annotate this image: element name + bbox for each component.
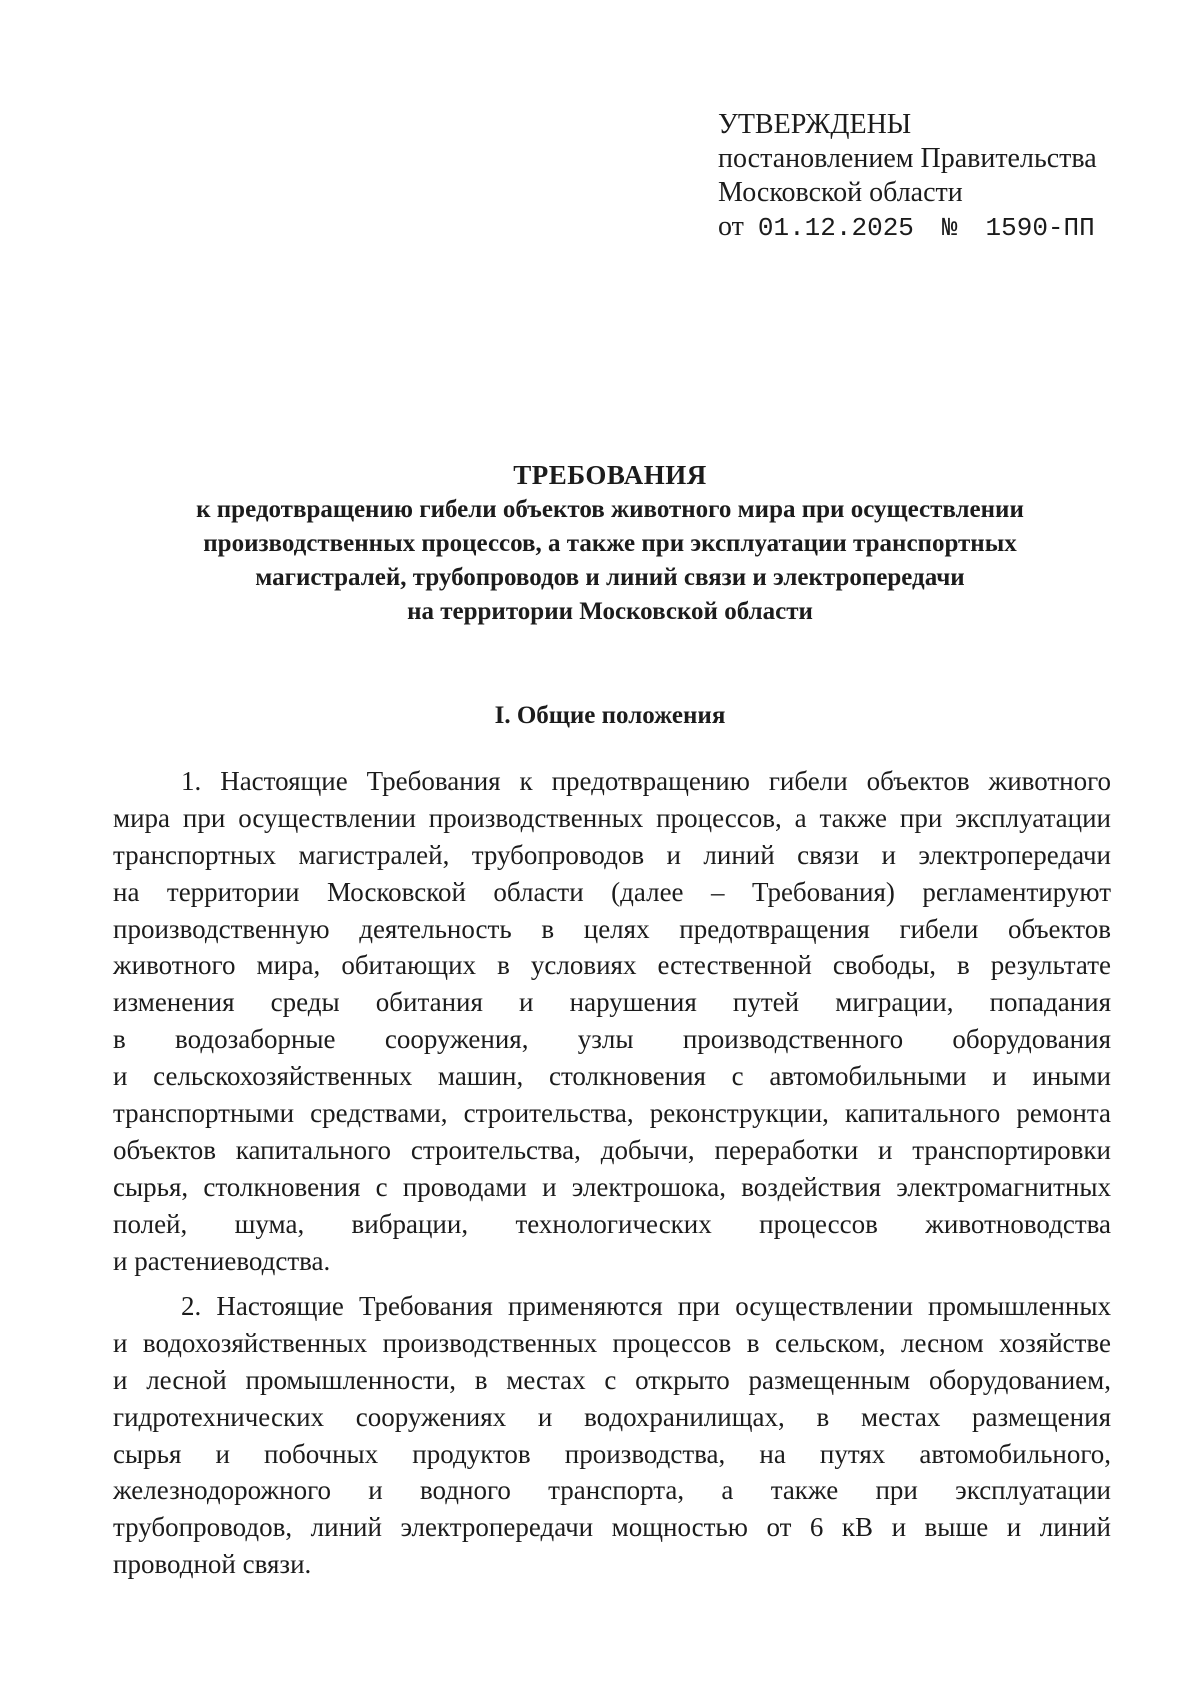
section-title: I. Общие положения xyxy=(494,702,726,729)
paragraph-line: и лесной промышленности, в местах с открыто размещенным оборудованием, xyxy=(113,1364,1111,1395)
paragraph-line: и растениеводства. xyxy=(113,1245,331,1276)
title-heading: ТРЕБОВАНИЯ xyxy=(513,460,707,490)
title-line: к предотвращению гибели объектов животного мира при осуществлении xyxy=(196,496,1024,523)
approval-number-sign: № xyxy=(941,213,958,243)
paragraph-line: 2. Настоящие Требования применяются при осуществлении промышленных xyxy=(181,1291,1111,1321)
approval-stamp xyxy=(718,108,1097,245)
paragraph-line: на территории Московской области (далее – Требования) регламентируют xyxy=(113,876,1111,907)
paragraph-line: мира при осуществлении производственных процессов, а также при эксплуатации xyxy=(113,802,1111,833)
title-line: на территории Московской области xyxy=(407,598,813,625)
paragraph-line: сырья, столкновения с проводами и электрошока, воздействия электромагнитных xyxy=(113,1171,1111,1202)
approval-date: 01.12.2025 xyxy=(757,213,914,243)
paragraph-line: железнодорожного и водного транспорта, а также при эксплуатации xyxy=(113,1475,1111,1506)
paragraph-1 xyxy=(113,763,1111,1279)
paragraph-line: животного мира, обитающих в условиях естественной свободы, в результате xyxy=(113,950,1111,981)
paragraph-line: 1. Настоящие Требования к предотвращению гибели объектов животного xyxy=(181,766,1111,796)
paragraph-line: и сельскохозяйственных машин, столкновения с автомобильными и иными xyxy=(113,1061,1111,1092)
approval-date-line xyxy=(718,210,1097,245)
paragraph-line: транспортных магистралей, трубопроводов и линий связи и электропередачи xyxy=(113,839,1111,870)
paragraph-line: трубопроводов, линий электропередачи мощностью от 6 кВ и выше и линий xyxy=(113,1512,1111,1543)
paragraph-line: сырья и побочных продуктов производства, на путях автомобильного, xyxy=(113,1438,1111,1469)
paragraph-line: транспортными средствами, строительства, реконструкции, капитального ремонта xyxy=(113,1098,1111,1129)
document-title xyxy=(110,458,1110,629)
approval-line-2: Московской области xyxy=(718,177,963,208)
title-line: производственных процессов, а также при эксплуатации транспортных xyxy=(203,530,1017,557)
approval-heading: УТВЕРЖДЕНЫ xyxy=(718,109,912,140)
paragraph-line: изменения среды обитания и нарушения путей миграции, попадания xyxy=(113,987,1111,1018)
paragraph-line: и водохозяйственных производственных процессов в сельском, лесном хозяйстве xyxy=(113,1327,1111,1358)
paragraph-2 xyxy=(113,1288,1111,1583)
title-line: магистралей, трубопроводов и линий связи и электропередачи xyxy=(255,564,965,591)
approval-from-label: от xyxy=(718,211,744,242)
paragraph-line: проводной связи. xyxy=(113,1549,312,1580)
approval-number: 1590-ПП xyxy=(985,213,1095,243)
paragraph-line: гидротехнических сооружениях и водохранилищах, в местах размещения xyxy=(113,1401,1111,1432)
approval-line-1: постановлением Правительства xyxy=(718,143,1097,174)
paragraph-line: в водозаборные сооружения, узлы производственного оборудования xyxy=(113,1024,1111,1055)
paragraph-line: производственную деятельность в целях предотвращения гибели объектов xyxy=(113,913,1111,944)
paragraph-line: объектов капитального строительства, добычи, переработки и транспортировки xyxy=(113,1134,1111,1165)
paragraph-line: полей, шума, вибрации, технологических процессов животноводства xyxy=(113,1208,1111,1239)
